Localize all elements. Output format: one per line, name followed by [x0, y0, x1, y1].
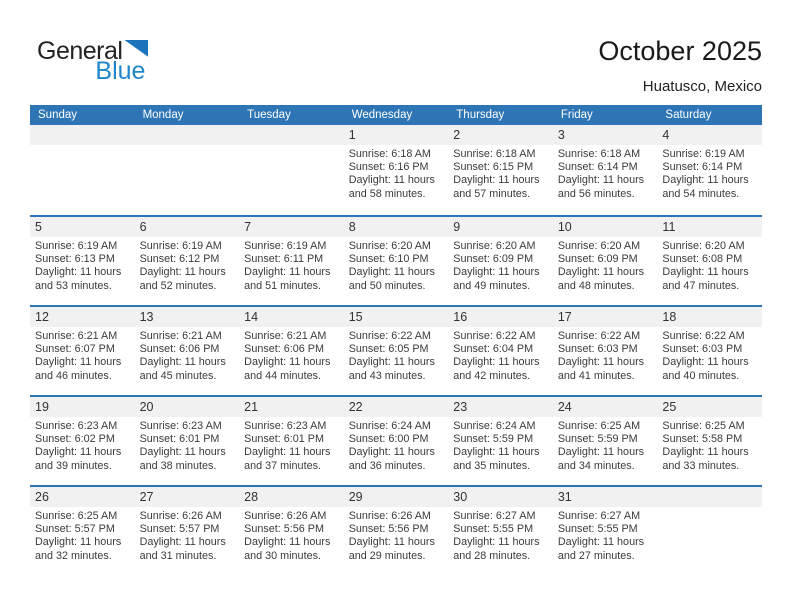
daylight-text-line2: and 38 minutes.: [139, 459, 217, 472]
day-number: 16: [448, 307, 553, 327]
sunrise-text: Sunrise: 6:20 AM: [557, 240, 641, 252]
daylight-text-line2: and 32 minutes.: [35, 549, 112, 562]
daylight-text-line1: Daylight: 11 hours: [662, 266, 749, 279]
day-number: 15: [344, 307, 449, 327]
day-number: 24: [553, 397, 658, 417]
sunset-text: Sunset: 5:59 PM: [453, 433, 534, 446]
title-block: [598, 36, 762, 96]
day-cell: [344, 487, 449, 575]
day-cell: [135, 217, 240, 305]
sunrise-text: Sunrise: 6:23 AM: [139, 420, 222, 432]
day-number: 20: [135, 397, 240, 417]
sunrise-text: Sunrise: 6:21 AM: [139, 330, 222, 342]
daylight-text-line1: Daylight: 11 hours: [453, 536, 540, 549]
daylight-text-line2: and 42 minutes.: [453, 369, 531, 382]
daylight-text-line2: and 33 minutes.: [662, 459, 740, 472]
sunset-text: Sunset: 5:57 PM: [35, 523, 115, 536]
day-cell: [448, 307, 553, 395]
daylight-text-line1: Daylight: 11 hours: [557, 356, 645, 369]
day-cell: [135, 397, 240, 485]
daylight-text-line2: and 47 minutes.: [662, 279, 740, 292]
sunset-text: Sunset: 6:02 PM: [35, 433, 115, 446]
weekday-header-row: [30, 105, 762, 125]
day-number: 25: [657, 397, 762, 417]
day-cell: [553, 307, 658, 395]
sunset-text: Sunset: 5:57 PM: [139, 523, 220, 536]
sunrise-text: Sunrise: 6:20 AM: [662, 240, 745, 252]
daylight-text-line2: and 56 minutes.: [557, 187, 635, 200]
sunset-text: Sunset: 5:58 PM: [662, 433, 743, 446]
day-number: 27: [135, 487, 240, 507]
daylight-text-line1: Daylight: 11 hours: [139, 446, 226, 459]
sunrise-text: Sunrise: 6:25 AM: [35, 510, 118, 522]
sunrise-text: Sunrise: 6:18 AM: [348, 148, 431, 160]
sunrise-text: Sunrise: 6:18 AM: [557, 148, 641, 160]
day-number: 13: [135, 307, 240, 327]
sunset-text: Sunset: 5:59 PM: [557, 433, 638, 446]
sunrise-text: Sunrise: 6:19 AM: [244, 240, 327, 252]
day-number: 10: [553, 217, 658, 237]
day-cell: [30, 487, 135, 575]
sunrise-text: Sunrise: 6:20 AM: [348, 240, 431, 252]
daylight-text-line1: Daylight: 11 hours: [348, 356, 435, 369]
day-cell: [344, 307, 449, 395]
day-number: 2: [448, 125, 553, 145]
sunset-text: Sunset: 6:01 PM: [139, 433, 220, 446]
day-number: 6: [135, 217, 240, 237]
daylight-text-line1: Daylight: 11 hours: [35, 266, 122, 279]
sunrise-text: Sunrise: 6:22 AM: [453, 330, 536, 342]
day-number: 23: [448, 397, 553, 417]
daylight-text-line1: Daylight: 11 hours: [662, 446, 749, 459]
day-cell: [657, 125, 762, 215]
day-number: [657, 487, 762, 507]
page-title: October 2025: [598, 36, 762, 66]
weekday-wednesday: Wednesday: [351, 109, 413, 121]
weekday-sunday: Sunday: [38, 109, 78, 121]
daylight-text-line2: and 50 minutes.: [348, 279, 426, 292]
daylight-text-line2: and 36 minutes.: [348, 459, 426, 472]
day-number: 31: [553, 487, 658, 507]
day-number: [30, 125, 135, 145]
sunset-text: Sunset: 5:56 PM: [244, 523, 324, 536]
daylight-text-line1: Daylight: 11 hours: [139, 536, 226, 549]
daylight-text-line2: and 43 minutes.: [348, 369, 426, 382]
daylight-text-line1: Daylight: 11 hours: [139, 266, 226, 279]
sunset-text: Sunset: 6:06 PM: [139, 343, 220, 356]
weekday-friday: Friday: [560, 109, 593, 121]
sunrise-text: Sunrise: 6:19 AM: [35, 240, 118, 252]
day-number: 1: [344, 125, 449, 145]
daylight-text-line2: and 31 minutes.: [139, 549, 217, 562]
daylight-text-line2: and 53 minutes.: [35, 279, 112, 292]
daylight-text-line1: Daylight: 11 hours: [557, 536, 645, 549]
sunrise-text: Sunrise: 6:26 AM: [139, 510, 222, 522]
daylight-text-line1: Daylight: 11 hours: [348, 174, 435, 187]
day-number: 17: [553, 307, 658, 327]
sunrise-text: Sunrise: 6:26 AM: [244, 510, 327, 522]
sunrise-text: Sunrise: 6:25 AM: [662, 420, 745, 432]
day-cell: [448, 397, 553, 485]
day-cell: [30, 125, 135, 215]
day-cell: [553, 397, 658, 485]
day-number: 4: [657, 125, 762, 145]
day-cell: [657, 487, 762, 575]
logo-text-general: General: [37, 37, 123, 65]
sunrise-text: Sunrise: 6:22 AM: [557, 330, 641, 342]
day-cell: [239, 217, 344, 305]
daylight-text-line1: Daylight: 11 hours: [453, 174, 540, 187]
daylight-text-line2: and 44 minutes.: [244, 369, 321, 382]
day-cell: [553, 125, 658, 215]
daylight-text-line2: and 37 minutes.: [244, 459, 321, 472]
day-number: 22: [344, 397, 449, 417]
day-cell: [135, 307, 240, 395]
sunrise-text: Sunrise: 6:27 AM: [453, 510, 536, 522]
sunrise-text: Sunrise: 6:22 AM: [348, 330, 431, 342]
daylight-text-line1: Daylight: 11 hours: [244, 356, 331, 369]
sunset-text: Sunset: 6:12 PM: [139, 253, 220, 266]
daylight-text-line1: Daylight: 11 hours: [557, 446, 645, 459]
sunset-text: Sunset: 6:11 PM: [244, 253, 324, 266]
day-cell: [553, 487, 658, 575]
daylight-text-line1: Daylight: 11 hours: [557, 174, 645, 187]
sunset-text: Sunset: 6:07 PM: [35, 343, 115, 356]
sunset-text: Sunset: 6:09 PM: [557, 253, 638, 266]
week-row-1: [30, 125, 762, 215]
sunset-text: Sunset: 5:55 PM: [453, 523, 534, 536]
week-row-5: [30, 485, 762, 575]
weekday-monday: Monday: [142, 109, 184, 121]
day-number: 14: [239, 307, 344, 327]
sunrise-text: Sunrise: 6:21 AM: [244, 330, 327, 342]
week-row-2: [30, 215, 762, 305]
sunset-text: Sunset: 6:15 PM: [453, 161, 534, 174]
daylight-text-line2: and 45 minutes.: [139, 369, 217, 382]
sunset-text: Sunset: 5:55 PM: [557, 523, 638, 536]
daylight-text-line2: and 29 minutes.: [348, 549, 426, 562]
day-cell: [30, 307, 135, 395]
day-number: 5: [30, 217, 135, 237]
day-cell: [344, 397, 449, 485]
logo-text-blue: Blue: [95, 57, 146, 85]
sunset-text: Sunset: 6:14 PM: [662, 161, 743, 174]
day-cell: [344, 125, 449, 215]
sunset-text: Sunset: 5:56 PM: [348, 523, 429, 536]
sunset-text: Sunset: 6:10 PM: [348, 253, 429, 266]
daylight-text-line1: Daylight: 11 hours: [348, 536, 435, 549]
sunset-text: Sunset: 6:05 PM: [348, 343, 429, 356]
day-cell: [239, 397, 344, 485]
sunset-text: Sunset: 6:14 PM: [557, 161, 638, 174]
daylight-text-line1: Daylight: 11 hours: [453, 446, 540, 459]
sunset-text: Sunset: 6:04 PM: [453, 343, 534, 356]
day-cell: [657, 397, 762, 485]
daylight-text-line1: Daylight: 11 hours: [453, 266, 540, 279]
day-number: 28: [239, 487, 344, 507]
sunset-text: Sunset: 6:01 PM: [244, 433, 324, 446]
day-number: 29: [344, 487, 449, 507]
daylight-text-line1: Daylight: 11 hours: [453, 356, 540, 369]
day-cell: [239, 487, 344, 575]
sunrise-text: Sunrise: 6:19 AM: [139, 240, 222, 252]
daylight-text-line1: Daylight: 11 hours: [244, 536, 331, 549]
sunset-text: Sunset: 6:09 PM: [453, 253, 534, 266]
sunset-text: Sunset: 6:08 PM: [662, 253, 743, 266]
day-cell: [30, 217, 135, 305]
daylight-text-line2: and 40 minutes.: [662, 369, 740, 382]
sunrise-text: Sunrise: 6:22 AM: [662, 330, 745, 342]
day-cell: [448, 125, 553, 215]
weekday-thursday: Thursday: [456, 109, 505, 121]
day-number: 18: [657, 307, 762, 327]
day-number: 7: [239, 217, 344, 237]
day-cell: [553, 217, 658, 305]
sunrise-text: Sunrise: 6:21 AM: [35, 330, 118, 342]
sunset-text: Sunset: 6:00 PM: [348, 433, 429, 446]
day-cell: [448, 487, 553, 575]
day-number: 30: [448, 487, 553, 507]
day-number: [135, 125, 240, 145]
daylight-text-line1: Daylight: 11 hours: [35, 446, 122, 459]
day-cell: [239, 125, 344, 215]
day-cell: [657, 217, 762, 305]
daylight-text-line1: Daylight: 11 hours: [662, 174, 749, 187]
daylight-text-line2: and 49 minutes.: [453, 279, 531, 292]
sunrise-text: Sunrise: 6:24 AM: [348, 420, 431, 432]
daylight-text-line1: Daylight: 11 hours: [35, 536, 122, 549]
sunrise-text: Sunrise: 6:24 AM: [453, 420, 536, 432]
day-number: [239, 125, 344, 145]
daylight-text-line1: Daylight: 11 hours: [557, 266, 645, 279]
week-row-4: [30, 395, 762, 485]
daylight-text-line2: and 48 minutes.: [557, 279, 635, 292]
daylight-text-line1: Daylight: 11 hours: [139, 356, 226, 369]
sunset-text: Sunset: 6:03 PM: [662, 343, 743, 356]
weekday-tuesday: Tuesday: [247, 109, 291, 121]
day-number: 3: [553, 125, 658, 145]
daylight-text-line2: and 52 minutes.: [139, 279, 217, 292]
daylight-text-line2: and 39 minutes.: [35, 459, 112, 472]
daylight-text-line1: Daylight: 11 hours: [348, 446, 435, 459]
day-cell: [344, 217, 449, 305]
week-row-3: [30, 305, 762, 395]
sunset-text: Sunset: 6:03 PM: [557, 343, 638, 356]
day-number: 12: [30, 307, 135, 327]
day-cell: [239, 307, 344, 395]
day-cell: [448, 217, 553, 305]
daylight-text-line1: Daylight: 11 hours: [244, 446, 331, 459]
sunrise-text: Sunrise: 6:18 AM: [453, 148, 536, 160]
daylight-text-line2: and 30 minutes.: [244, 549, 321, 562]
sunset-text: Sunset: 6:13 PM: [35, 253, 115, 266]
daylight-text-line1: Daylight: 11 hours: [244, 266, 331, 279]
page-location: Huatusco, Mexico: [642, 78, 762, 96]
day-number: 8: [344, 217, 449, 237]
day-cell: [657, 307, 762, 395]
sunrise-text: Sunrise: 6:25 AM: [557, 420, 641, 432]
logo-triangle-icon: [124, 40, 148, 57]
day-number: 11: [657, 217, 762, 237]
sunset-text: Sunset: 6:06 PM: [244, 343, 324, 356]
weekday-saturday: Saturday: [665, 109, 712, 121]
daylight-text-line2: and 58 minutes.: [348, 187, 426, 200]
sunrise-text: Sunrise: 6:23 AM: [244, 420, 327, 432]
day-cell: [135, 125, 240, 215]
sunrise-text: Sunrise: 6:27 AM: [557, 510, 641, 522]
sunrise-text: Sunrise: 6:19 AM: [662, 148, 745, 160]
daylight-text-line2: and 27 minutes.: [557, 549, 635, 562]
daylight-text-line2: and 35 minutes.: [453, 459, 531, 472]
daylight-text-line2: and 28 minutes.: [453, 549, 531, 562]
day-number: 9: [448, 217, 553, 237]
daylight-text-line2: and 34 minutes.: [557, 459, 635, 472]
sunrise-text: Sunrise: 6:23 AM: [35, 420, 118, 432]
day-cell: [30, 397, 135, 485]
daylight-text-line1: Daylight: 11 hours: [662, 356, 749, 369]
sunrise-text: Sunrise: 6:26 AM: [348, 510, 431, 522]
general-blue-logo: [37, 39, 148, 84]
day-number: 21: [239, 397, 344, 417]
daylight-text-line1: Daylight: 11 hours: [348, 266, 435, 279]
day-number: 19: [30, 397, 135, 417]
calendar-table: [30, 105, 762, 575]
daylight-text-line1: Daylight: 11 hours: [35, 356, 122, 369]
daylight-text-line2: and 41 minutes.: [557, 369, 635, 382]
daylight-text-line2: and 51 minutes.: [244, 279, 321, 292]
daylight-text-line2: and 46 minutes.: [35, 369, 112, 382]
daylight-text-line2: and 54 minutes.: [662, 187, 740, 200]
day-cell: [135, 487, 240, 575]
sunrise-text: Sunrise: 6:20 AM: [453, 240, 536, 252]
daylight-text-line2: and 57 minutes.: [453, 187, 531, 200]
day-number: 26: [30, 487, 135, 507]
sunset-text: Sunset: 6:16 PM: [348, 161, 429, 174]
